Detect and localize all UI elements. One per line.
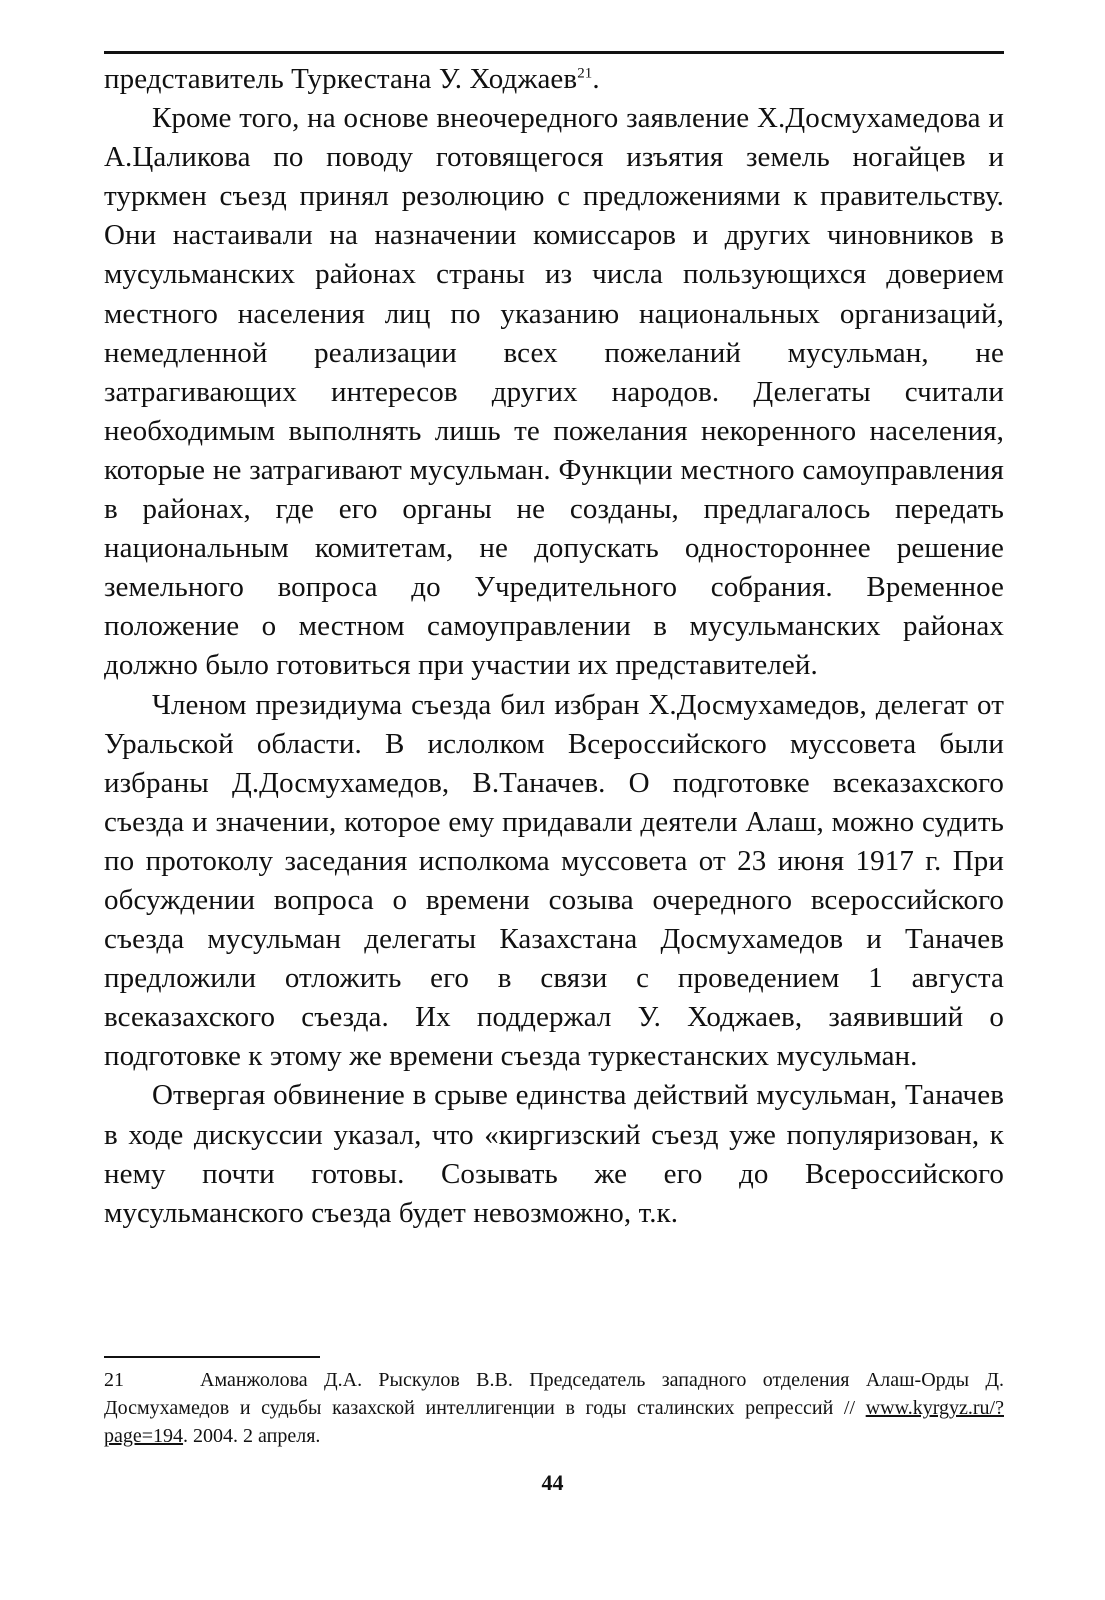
paragraph-presidium: Членом президиума съезда бил избран Х.Досмухамедов, делегат от Уральской области. В ислолком Всероссийского муссовета были избраны Д.Досмухамедов, В.Таначев. О подготовке всеказахского съезда и значении, которое ему придавали деятели Алаш, можно судить по протоколу заседания исполкома муссовета от 23 июня 1917 г. При обсуждении вопроса о времени созыва очередного всероссийского съезда мусульман делегаты Казахстана Досмухамедов и Таначев предложили отложить его в связи с проведением 1 августа всеказахского съезда. Их поддержал У. Ходжаев, заявивший о подготовке к этому же времени съезда туркестанских мусульман.: [104, 688, 1004, 1073]
paragraph-continuation-text: представитель Туркестана У. Ходжаев: [104, 63, 578, 95]
main-text: [104, 60, 1004, 1233]
footnote-number: 21: [104, 1369, 124, 1391]
footnote-text-end: . 2004. 2 апреля.: [183, 1425, 321, 1447]
paragraph-continuation-end: .: [592, 63, 600, 95]
top-rule: [104, 51, 1004, 54]
footnote-link[interactable]: www.kyrgyz.ru/?page=194: [104, 1397, 1004, 1447]
paragraph-resolution: Кроме того, на основе внеочередного заявление Х.Досмухамедова и А.Цаликова по поводу готовящегося изъятия земель ногайцев и туркмен съезд принял резолюцию с предложениями к правительству. Они настаивали на назначении комиссаров и других чиновников в мусульманских районах страны из числа пользующихся доверием местного населения лиц по указанию национальных организаций, немедленной реализации всех пожеланий мусульман, не затрагивающих интересов других народов. Делегаты считали необходимым выполнять лишь те пожелания некоренного населения, которые не затрагивают мусульман. Функции местного самоуправления в районах, где его органы не созданы, предлагалось передать национальным комитетам, не допускать одностороннее решение земельного вопроса до Учредительного собрания. Временное положение о местном самоуправлении в мусульманских районах должно было готовиться при участии их представителей.: [104, 102, 1004, 682]
page-number: 44: [541, 1470, 564, 1495]
paragraph-continuation: [104, 60, 1004, 99]
footnote: [104, 1366, 1004, 1450]
footnote-separator: [104, 1356, 320, 1358]
footnote-reference[interactable]: 21: [577, 65, 593, 82]
footnote-text: Аманжолова Д.А. Рыскулов В.В. Председатель западного отделения Алаш-Орды Д. Досмухамедов и судьбы казахской интеллигенции в годы сталинских репрессий //: [104, 1369, 1004, 1419]
paragraph-tanachev: Отвергая обвинение в срыве единства действий мусульман, Таначев в ходе дискуссии указал, что «киргизский съезд уже популяризован, к нему почти готовы. Созывать же его до Всероссийского мусульманского съезда будет невозможно, т.к.: [104, 1079, 1004, 1229]
